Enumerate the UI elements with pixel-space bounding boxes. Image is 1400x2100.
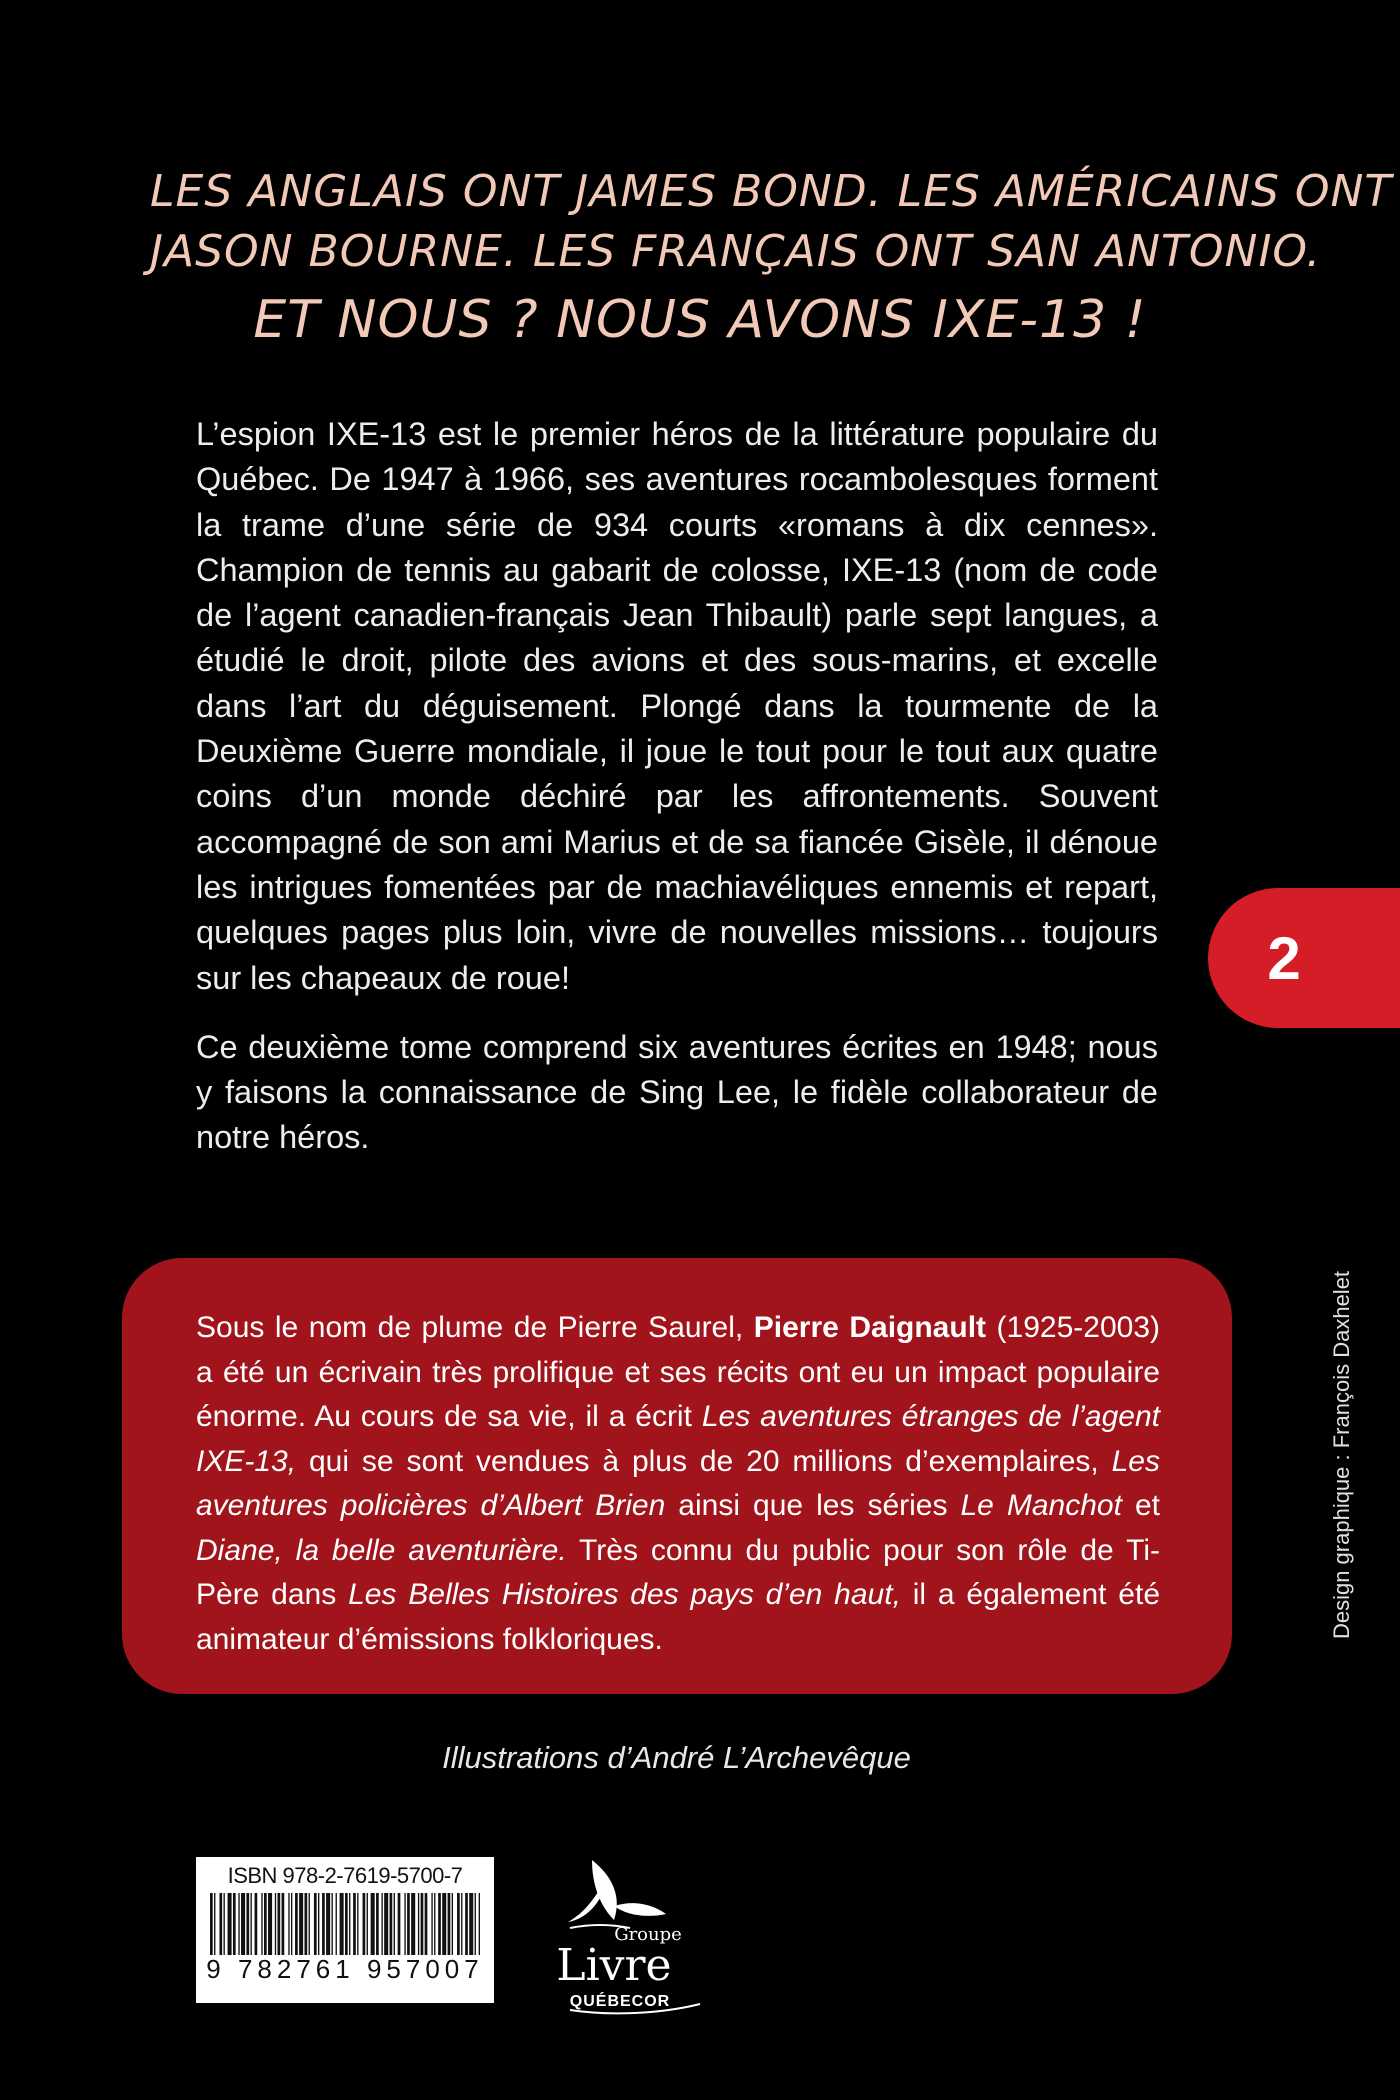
barcode-bar — [318, 1893, 319, 1955]
barcode-bar — [214, 1893, 215, 1955]
barcode-bar — [384, 1893, 388, 1955]
barcode-bar — [452, 1893, 453, 1955]
barcode-bar — [241, 1893, 245, 1955]
barcode-bar — [255, 1893, 258, 1955]
barcode-bar — [295, 1893, 298, 1955]
bio-text-1: Sous le nom de plume de Pierre Saurel, — [196, 1311, 754, 1344]
isbn-barcode — [196, 1857, 494, 2003]
barcode-bar — [448, 1893, 451, 1955]
publisher-line-2: Livre — [556, 1940, 672, 1991]
barcode-bar — [376, 1893, 379, 1955]
work-title-1: Les aventures étranges de l’agent IXE-13, — [196, 1400, 1160, 1478]
barcode-bar — [425, 1893, 428, 1955]
tagline-line-2: JASON BOURNE. LES FRANÇAIS ONT SAN ANTONIO. — [150, 226, 1322, 277]
barcode-bar — [282, 1893, 285, 1955]
bio-text-7: il a également été animateur d’émissions folkloriques. — [196, 1578, 1161, 1656]
barcode-bar — [457, 1893, 460, 1955]
barcode-bar — [233, 1893, 236, 1955]
barcode-bar — [291, 1893, 292, 1955]
author-name: Pierre Daignault — [753, 1311, 987, 1344]
synopsis-paragraph-1: L’espion IXE-13 est le premier héros de la littérature populaire du Québec. De 1947 à 1966, ses aventures rocambolesques forment la trame d’une série de 934 courts «romans à dix cennes». Champion de tennis au gabarit de colosse, IXE-13 (nom de code de l’agent canadien-français Jean Thibault) parle sept langues, a étudié le droit, pilote des avions et des sous-marins, et excelle dans l’art du déguisement. Plongé dans la tourmente de la Deuxième Guerre mondiale, il joue le tout pour le tout aux quatre coins d’un monde déchiré par les affrontements. Souvent accompagné de son ami Marius et de sa fiancée Gisèle, il dénoue les intrigues fomentées par de machiavéliques ennemis et repart, quelques pages plus loin, vivre de nouvelles missions… toujours sur les chapeaux de roue! — [196, 416, 1158, 996]
barcode-bar — [336, 1893, 337, 1955]
publisher-line-3: QUÉBECOR — [569, 1993, 671, 2010]
barcode-bar — [353, 1893, 356, 1955]
tagline — [150, 162, 1393, 358]
volume-tab — [1208, 888, 1400, 1028]
barcode-bar — [246, 1893, 249, 1955]
barcode-bar — [434, 1893, 435, 1955]
barcode-bar — [210, 1893, 213, 1955]
tagline-line-1: LES ANGLAIS ONT JAMES BOND. LES AMÉRICAINS ONT — [150, 166, 1393, 217]
barcode-bar — [349, 1893, 350, 1955]
illustrations-credit: Illustrations d’André L’Archevêque — [442, 1740, 911, 1775]
barcode-bar — [238, 1893, 239, 1955]
volume-number: 2 — [1267, 924, 1301, 992]
ean-digits: 9 782761 957007 — [206, 1954, 484, 1984]
barcode-bar — [418, 1893, 419, 1955]
barcode-bar — [461, 1893, 462, 1955]
barcode-bar — [340, 1893, 344, 1955]
isbn-label: ISBN 978-2-7619-5700-7 — [227, 1863, 463, 1888]
bio-text-6: Très connu du public pour son rôle de Ti-Père dans — [196, 1533, 1160, 1611]
barcode-bar — [326, 1893, 330, 1955]
barcode-bar — [390, 1893, 393, 1955]
barcode-bar — [219, 1893, 222, 1955]
barcode-bar — [469, 1893, 473, 1955]
barcode-bar — [264, 1893, 267, 1955]
work-title-4: Diane, la belle aventurière. — [196, 1533, 567, 1567]
barcode-bar — [398, 1893, 401, 1955]
barcode-bar — [224, 1893, 225, 1955]
work-title-5: Les Belles Histoires des pays d’en haut, — [348, 1578, 901, 1611]
barcode-bar — [421, 1893, 424, 1955]
synopsis-paragraph-2: Ce deuxième tome comprend six aventures écrites en 1948; nous y faisons la connaissance de Sing Lee, le fidèle collaborateur de notre héros. — [196, 1028, 1158, 1156]
barcode-bar — [309, 1893, 310, 1955]
barcode-bar — [394, 1893, 395, 1955]
barcode-bar — [305, 1893, 308, 1955]
bio-text-2: (1925-2003) a été un écrivain très prolifique et ses récits ont eu un impact populaire énorme. Au cours de sa vie, il a écrit — [196, 1311, 1160, 1433]
barcode-bar — [465, 1893, 468, 1955]
barcode-bar — [345, 1893, 348, 1955]
bio-text-5: et — [1121, 1489, 1160, 1522]
barcode-bar — [261, 1893, 262, 1955]
design-credit-text: Design graphique : François Daxhelet — [1329, 1270, 1354, 1640]
barcode-bar — [407, 1893, 410, 1955]
barcode-bar — [411, 1893, 415, 1955]
design-credit — [1322, 1215, 1362, 1695]
barcode-bar — [332, 1893, 333, 1955]
barcode-bar — [268, 1893, 272, 1955]
work-title-3: Le Manchot — [960, 1489, 1122, 1522]
synopsis — [196, 412, 1158, 1161]
barcode-bar — [371, 1893, 375, 1955]
barcode-bar — [363, 1893, 366, 1955]
barcode-bar — [438, 1893, 441, 1955]
leaf-icon — [592, 1860, 617, 1920]
barcode-bar — [367, 1893, 368, 1955]
barcode-bar — [275, 1893, 276, 1955]
barcode-bar — [442, 1893, 446, 1955]
barcode-bar — [479, 1893, 480, 1955]
author-bio-box — [122, 1258, 1232, 1694]
barcode-bar — [299, 1893, 303, 1955]
tagline-line-3: ET NOUS ? NOUS AVONS IXE-13 ! — [253, 290, 1147, 350]
barcode-bar — [404, 1893, 405, 1955]
publisher-line-1: Groupe — [614, 1924, 682, 1945]
barcode-bar — [322, 1893, 325, 1955]
barcode-bar — [431, 1893, 432, 1955]
publisher-logo — [530, 1848, 720, 2018]
bio-text-4: ainsi que les séries — [665, 1489, 961, 1522]
barcode-bar — [357, 1893, 358, 1955]
barcode-bar — [475, 1893, 476, 1955]
barcode-bar — [314, 1893, 317, 1955]
barcode-bar — [381, 1893, 382, 1955]
barcode-bar — [251, 1893, 252, 1955]
barcode-bar — [288, 1893, 289, 1955]
barcode-bars — [206, 1893, 484, 1955]
author-bio — [196, 1306, 1160, 1662]
bio-text-3: qui se sont vendues à plus de 20 millions d’exemplaires, — [296, 1444, 1112, 1478]
barcode-bar — [278, 1893, 281, 1955]
work-title-2: Les aventures policières d’Albert Brien — [196, 1444, 1160, 1522]
barcode-bar — [228, 1893, 232, 1955]
